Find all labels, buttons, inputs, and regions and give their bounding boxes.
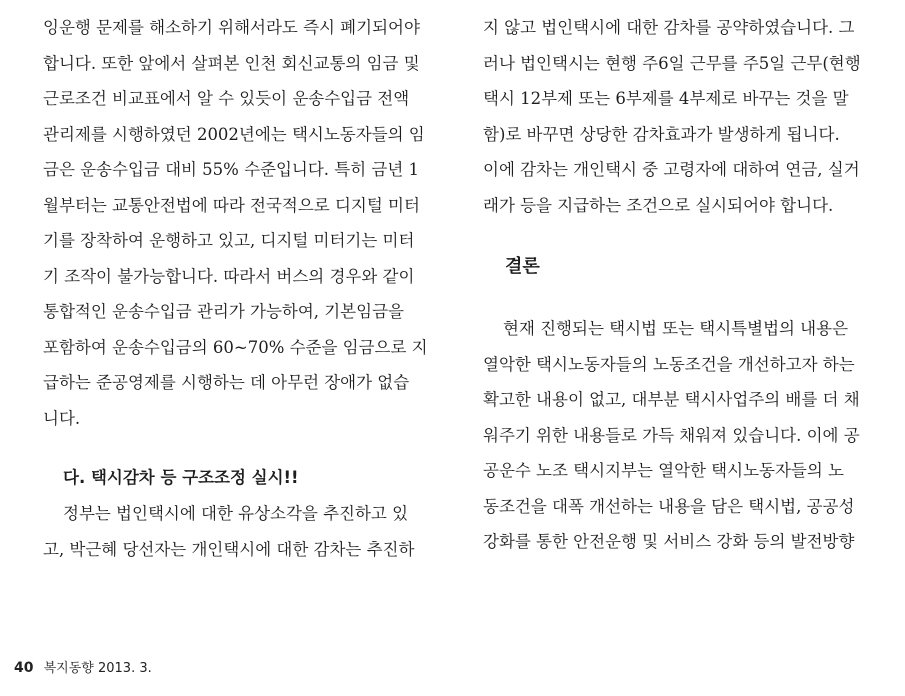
body-line: 동조건을 대폭 개선하는 내용을 담은 택시법, 공공성 bbox=[483, 496, 855, 516]
body-line: 공운수 노조 택시지부는 열악한 택시노동자들의 노 bbox=[483, 461, 844, 480]
body-line: 금은 운송수입금 대비 55% 수준입니다. 특히 금년 1 bbox=[43, 160, 420, 179]
page-footer bbox=[14, 657, 152, 676]
body-line: 워주기 위한 내용들로 가득 채워져 있습니다. 이에 공 bbox=[483, 425, 860, 445]
right-column bbox=[483, 10, 873, 560]
left-column bbox=[43, 10, 433, 567]
body-line: 급하는 준공영제를 시행하는 데 아무런 장애가 없습 bbox=[43, 373, 410, 392]
body-line: 기를 장착하여 운행하고 있고, 디지털 미터기는 미터 bbox=[43, 231, 415, 250]
body-line: 월부터는 교통안전법에 따라 전국적으로 디지털 미터 bbox=[43, 195, 420, 215]
publication-info: 복지동향 2013. 3. bbox=[43, 661, 152, 676]
body-line: 함)로 바꾸면 상당한 감차효과가 발생하게 됩니다. bbox=[483, 124, 840, 144]
body-line: 니다. bbox=[43, 408, 81, 428]
body-line: 래가 등을 지급하는 조건으로 실시되어야 합니다. bbox=[483, 195, 834, 215]
body-line: 현재 진행되는 택시법 또는 택시특별법의 내용은 bbox=[503, 319, 849, 338]
body-line: 근로조건 비교표에서 알 수 있듯이 운송수입금 전액 bbox=[43, 89, 410, 108]
body-line: 지 않고 법인택시에 대한 감차를 공약하였습니다. 그 bbox=[483, 18, 855, 37]
conclusion-heading: 결론 bbox=[505, 256, 540, 277]
body-line: 러나 법인택시는 현행 주6일 근무를 주5일 근무(현행 bbox=[483, 53, 861, 73]
body-line: 강화를 통한 안전운행 및 서비스 강화 등의 발전방향 bbox=[483, 532, 855, 551]
page-number: 40 bbox=[14, 660, 34, 676]
body-line: 확고한 내용이 없고, 대부분 택시사업주의 배를 더 채 bbox=[483, 390, 860, 409]
body-line: 잉운행 문제를 해소하기 위해서라도 즉시 폐기되어야 bbox=[43, 18, 420, 37]
body-line: 기 조작이 불가능합니다. 따라서 버스의 경우와 같이 bbox=[43, 266, 415, 286]
body-line: 고, 박근혜 당선자는 개인택시에 대한 감차는 추진하 bbox=[43, 539, 415, 559]
body-line: 열악한 택시노동자들의 노동조건을 개선하고자 하는 bbox=[483, 354, 855, 374]
body-line: 이에 감차는 개인택시 중 고령자에 대하여 연금, 실거 bbox=[483, 160, 860, 179]
body-line: 택시 12부제 또는 6부제를 4부제로 바꾸는 것을 말 bbox=[483, 89, 849, 108]
body-line: 합니다. 또한 앞에서 살펴본 인천 회신교통의 임금 및 bbox=[43, 53, 420, 73]
body-line: 통합적인 운송수입금 관리가 가능하여, 기본임금을 bbox=[43, 302, 404, 321]
body-line: 정부는 법인택시에 대한 유상소각을 추진하고 있 bbox=[63, 504, 409, 523]
section-heading: 다. 택시감차 등 구조조정 실시!! bbox=[63, 468, 299, 487]
body-line: 관리제를 시행하였던 2002년에는 택시노동자들의 임 bbox=[43, 124, 425, 144]
body-line: 포함하여 운송수입금의 60~70% 수준을 임금으로 지 bbox=[43, 337, 428, 357]
